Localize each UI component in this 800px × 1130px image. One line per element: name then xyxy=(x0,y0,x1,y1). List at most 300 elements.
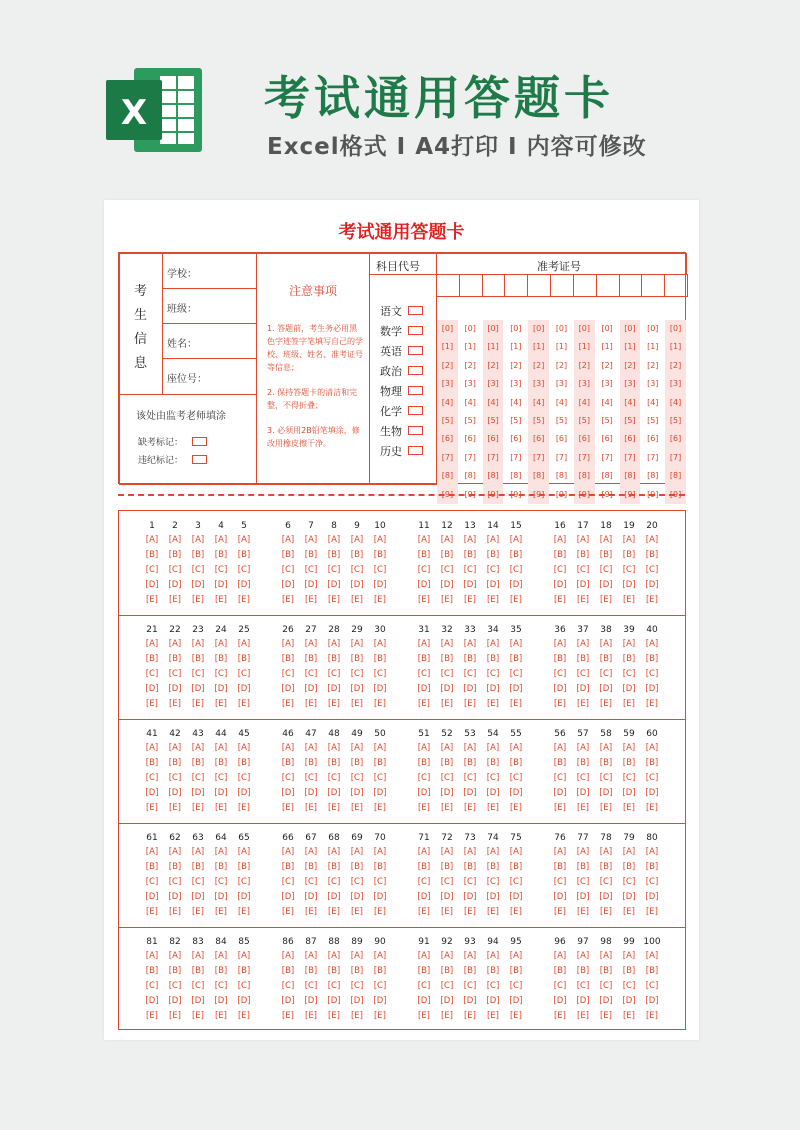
exam-id-digit-bubble[interactable]: [8] xyxy=(647,471,659,481)
option-bubble[interactable]: [C] xyxy=(191,669,205,679)
option-bubble[interactable]: [C] xyxy=(440,669,454,679)
option-bubble[interactable]: [C] xyxy=(304,981,318,991)
exam-id-digit-bubble[interactable]: [2] xyxy=(601,360,613,370)
option-bubble[interactable]: [D] xyxy=(327,684,341,694)
option-bubble[interactable]: [D] xyxy=(417,892,431,902)
exam-id-digit-bubble[interactable]: [5] xyxy=(487,415,499,425)
exam-id-digit-bubble[interactable]: [5] xyxy=(647,415,659,425)
option-bubble[interactable]: [A] xyxy=(486,743,500,753)
option-bubble[interactable]: [D] xyxy=(327,996,341,1006)
option-bubble[interactable]: [C] xyxy=(214,981,228,991)
option-bubble[interactable]: [A] xyxy=(509,847,523,857)
option-bubble[interactable]: [B] xyxy=(350,966,364,976)
option-bubble[interactable]: [A] xyxy=(327,535,341,545)
option-bubble[interactable]: [E] xyxy=(304,699,317,709)
option-bubble[interactable]: [B] xyxy=(373,550,387,560)
option-bubble[interactable]: [E] xyxy=(304,595,317,605)
exam-id-digit-bubble[interactable]: [0] xyxy=(647,324,659,333)
option-bubble[interactable]: [A] xyxy=(168,639,182,649)
option-bubble[interactable]: [D] xyxy=(645,892,659,902)
option-bubble[interactable]: [B] xyxy=(486,654,500,664)
option-bubble[interactable]: [C] xyxy=(463,877,477,887)
option-bubble[interactable]: [E] xyxy=(553,907,566,917)
option-bubble[interactable]: [C] xyxy=(304,669,318,679)
option-bubble[interactable]: [E] xyxy=(304,1011,317,1021)
option-bubble[interactable]: [C] xyxy=(168,565,182,575)
option-bubble[interactable]: [A] xyxy=(373,951,387,961)
option-bubble[interactable]: [E] xyxy=(373,699,386,709)
option-bubble[interactable]: [A] xyxy=(622,743,636,753)
option-bubble[interactable]: [E] xyxy=(576,803,589,813)
option-bubble[interactable]: [A] xyxy=(509,535,523,545)
option-bubble[interactable]: [D] xyxy=(440,684,454,694)
option-bubble[interactable]: [D] xyxy=(509,788,523,798)
option-bubble[interactable]: [E] xyxy=(553,1011,566,1021)
option-bubble[interactable]: [A] xyxy=(350,535,364,545)
exam-id-digit-bubble[interactable]: [6] xyxy=(624,434,636,444)
option-bubble[interactable]: [C] xyxy=(486,565,500,575)
option-bubble[interactable]: [D] xyxy=(440,788,454,798)
option-bubble[interactable]: [D] xyxy=(553,788,567,798)
option-bubble[interactable]: [E] xyxy=(145,1011,158,1021)
exam-id-digit-bubble[interactable]: [9] xyxy=(510,489,522,499)
option-bubble[interactable]: [D] xyxy=(281,996,295,1006)
exam-id-digit-bubble[interactable]: [1] xyxy=(555,342,568,352)
exam-id-digit-bubble[interactable]: [6] xyxy=(464,434,476,444)
option-bubble[interactable]: [C] xyxy=(350,981,364,991)
option-bubble[interactable]: [C] xyxy=(237,981,251,991)
exam-id-digit-bubble[interactable]: [4] xyxy=(487,397,499,407)
option-bubble[interactable]: [A] xyxy=(191,743,205,753)
option-bubble[interactable]: [E] xyxy=(599,803,612,813)
option-bubble[interactable]: [D] xyxy=(373,996,387,1006)
option-bubble[interactable]: [C] xyxy=(237,773,251,783)
option-bubble[interactable]: [C] xyxy=(509,669,523,679)
exam-id-digit-bubble[interactable]: [3] xyxy=(487,379,499,389)
exam-id-digit-bubble[interactable]: [2] xyxy=(624,360,636,370)
option-bubble[interactable]: [B] xyxy=(145,758,159,768)
option-bubble[interactable]: [A] xyxy=(553,535,567,545)
option-bubble[interactable]: [D] xyxy=(486,684,500,694)
option-bubble[interactable]: [A] xyxy=(350,639,364,649)
option-bubble[interactable]: [E] xyxy=(576,595,589,605)
exam-id-digit-bubble[interactable]: [5] xyxy=(555,415,568,425)
option-bubble[interactable]: [B] xyxy=(237,758,251,768)
option-bubble[interactable]: [B] xyxy=(599,862,613,872)
option-bubble[interactable]: [D] xyxy=(645,788,659,798)
option-bubble[interactable]: [C] xyxy=(622,669,636,679)
option-bubble[interactable]: [A] xyxy=(168,743,182,753)
option-bubble[interactable]: [B] xyxy=(168,862,182,872)
option-bubble[interactable]: [A] xyxy=(237,847,251,857)
option-bubble[interactable]: [E] xyxy=(237,595,250,605)
option-bubble[interactable]: [E] xyxy=(373,907,386,917)
option-bubble[interactable]: [D] xyxy=(599,892,613,902)
option-bubble[interactable]: [D] xyxy=(214,892,228,902)
option-bubble[interactable]: [C] xyxy=(486,877,500,887)
exam-id-digit-bubble[interactable]: [4] xyxy=(647,397,659,407)
option-bubble[interactable]: [A] xyxy=(214,847,228,857)
option-bubble[interactable]: [D] xyxy=(373,684,387,694)
option-bubble[interactable]: [B] xyxy=(417,654,431,664)
option-bubble[interactable]: [C] xyxy=(440,877,454,887)
option-bubble[interactable]: [C] xyxy=(304,877,318,887)
option-bubble[interactable]: [B] xyxy=(373,966,387,976)
option-bubble[interactable]: [C] xyxy=(645,981,659,991)
option-bubble[interactable]: [C] xyxy=(509,981,523,991)
option-bubble[interactable]: [D] xyxy=(350,996,364,1006)
exam-id-digit-bubble[interactable]: [9] xyxy=(441,489,454,499)
option-bubble[interactable]: [A] xyxy=(214,743,228,753)
exam-id-digit-bubble[interactable]: [3] xyxy=(578,379,590,389)
option-bubble[interactable]: [C] xyxy=(486,981,500,991)
option-bubble[interactable]: [B] xyxy=(509,550,523,560)
option-bubble[interactable]: [D] xyxy=(191,684,205,694)
school-field[interactable] xyxy=(162,253,257,289)
option-bubble[interactable]: [C] xyxy=(237,877,251,887)
option-bubble[interactable]: [C] xyxy=(599,877,613,887)
option-bubble[interactable]: [A] xyxy=(553,847,567,857)
option-bubble[interactable]: [B] xyxy=(214,654,228,664)
option-bubble[interactable]: [D] xyxy=(237,580,251,590)
option-bubble[interactable]: [E] xyxy=(599,595,612,605)
option-bubble[interactable]: [C] xyxy=(168,981,182,991)
exam-id-digit-bubble[interactable]: [9] xyxy=(578,489,590,499)
exam-id-digit-bubble[interactable]: [8] xyxy=(555,471,568,481)
exam-id-digit-bubble[interactable]: [8] xyxy=(578,471,590,481)
option-bubble[interactable]: [A] xyxy=(327,951,341,961)
option-bubble[interactable]: [B] xyxy=(327,550,341,560)
option-bubble[interactable]: [B] xyxy=(191,758,205,768)
option-bubble[interactable]: [C] xyxy=(553,773,567,783)
option-bubble[interactable]: [A] xyxy=(281,847,295,857)
option-bubble[interactable]: [E] xyxy=(237,803,250,813)
option-bubble[interactable]: [E] xyxy=(350,595,363,605)
option-bubble[interactable]: [B] xyxy=(509,966,523,976)
option-bubble[interactable]: [D] xyxy=(214,788,228,798)
option-bubble[interactable]: [A] xyxy=(373,535,387,545)
option-bubble[interactable]: [D] xyxy=(553,892,567,902)
option-bubble[interactable]: [E] xyxy=(281,803,294,813)
option-bubble[interactable]: [C] xyxy=(645,565,659,575)
option-bubble[interactable]: [B] xyxy=(168,758,182,768)
name-field[interactable] xyxy=(162,323,257,359)
option-bubble[interactable]: [D] xyxy=(622,788,636,798)
option-bubble[interactable]: [E] xyxy=(553,699,566,709)
option-bubble[interactable]: [B] xyxy=(304,654,318,664)
option-bubble[interactable]: [C] xyxy=(373,773,387,783)
exam-id-digit-bubble[interactable]: [1] xyxy=(510,342,522,352)
option-bubble[interactable]: [B] xyxy=(327,966,341,976)
option-bubble[interactable]: [D] xyxy=(599,788,613,798)
option-bubble[interactable]: [E] xyxy=(622,595,635,605)
option-bubble[interactable]: [C] xyxy=(327,773,341,783)
option-bubble[interactable]: [C] xyxy=(304,565,318,575)
option-bubble[interactable]: [C] xyxy=(622,773,636,783)
option-bubble[interactable]: [E] xyxy=(145,907,158,917)
option-bubble[interactable]: [A] xyxy=(599,639,613,649)
exam-id-digit-bubble[interactable]: [6] xyxy=(487,434,499,444)
option-bubble[interactable]: [B] xyxy=(191,862,205,872)
option-bubble[interactable]: [E] xyxy=(463,803,476,813)
option-bubble[interactable]: [D] xyxy=(350,892,364,902)
option-bubble[interactable]: [C] xyxy=(553,565,567,575)
option-bubble[interactable]: [B] xyxy=(509,862,523,872)
option-bubble[interactable]: [C] xyxy=(304,773,318,783)
option-bubble[interactable]: [A] xyxy=(281,743,295,753)
exam-id-digit-bubble[interactable]: [7] xyxy=(487,452,499,462)
option-bubble[interactable]: [C] xyxy=(553,981,567,991)
option-bubble[interactable]: [A] xyxy=(304,535,318,545)
option-bubble[interactable]: [E] xyxy=(191,699,204,709)
option-bubble[interactable]: [A] xyxy=(373,847,387,857)
option-bubble[interactable]: [C] xyxy=(553,877,567,887)
subject-history[interactable]: 历史 xyxy=(380,443,402,459)
option-bubble[interactable]: [A] xyxy=(214,639,228,649)
exam-id-digit-bubble[interactable]: [6] xyxy=(578,434,590,444)
option-bubble[interactable]: [A] xyxy=(599,847,613,857)
option-bubble[interactable]: [E] xyxy=(281,907,294,917)
option-bubble[interactable]: [A] xyxy=(645,535,659,545)
option-bubble[interactable]: [B] xyxy=(304,862,318,872)
option-bubble[interactable]: [B] xyxy=(214,758,228,768)
option-bubble[interactable]: [B] xyxy=(350,550,364,560)
option-bubble[interactable]: [B] xyxy=(509,654,523,664)
option-bubble[interactable]: [D] xyxy=(599,684,613,694)
option-bubble[interactable]: [E] xyxy=(237,1011,250,1021)
option-bubble[interactable]: [A] xyxy=(486,639,500,649)
exam-id-digit-bubble[interactable]: [6] xyxy=(669,434,682,444)
option-bubble[interactable]: [E] xyxy=(168,907,181,917)
option-bubble[interactable]: [E] xyxy=(553,595,566,605)
option-bubble[interactable]: [C] xyxy=(486,669,500,679)
option-bubble[interactable]: [B] xyxy=(214,550,228,560)
option-bubble[interactable]: [E] xyxy=(350,1011,363,1021)
exam-id-digit-bubble[interactable]: [9] xyxy=(601,489,613,499)
option-bubble[interactable]: [E] xyxy=(553,803,566,813)
exam-id-write-cell[interactable] xyxy=(459,274,483,297)
exam-id-digit-bubble[interactable]: [8] xyxy=(669,471,682,481)
option-bubble[interactable]: [E] xyxy=(645,699,658,709)
option-bubble[interactable]: [C] xyxy=(576,981,590,991)
option-bubble[interactable]: [B] xyxy=(576,654,590,664)
option-bubble[interactable]: [D] xyxy=(145,580,159,590)
option-bubble[interactable]: [A] xyxy=(417,847,431,857)
exam-id-write-cell[interactable] xyxy=(436,274,460,297)
option-bubble[interactable]: [E] xyxy=(327,803,340,813)
option-bubble[interactable]: [C] xyxy=(417,565,431,575)
option-bubble[interactable]: [A] xyxy=(599,951,613,961)
option-bubble[interactable]: [C] xyxy=(145,877,159,887)
option-bubble[interactable]: [A] xyxy=(463,847,477,857)
exam-id-digit-bubble[interactable]: [3] xyxy=(624,379,636,389)
exam-id-digit-bubble[interactable]: [7] xyxy=(624,452,636,462)
option-bubble[interactable]: [B] xyxy=(440,758,454,768)
option-bubble[interactable]: [A] xyxy=(509,951,523,961)
subject-biology[interactable]: 生物 xyxy=(380,423,402,439)
exam-id-digit-bubble[interactable]: [7] xyxy=(555,452,568,462)
option-bubble[interactable]: [A] xyxy=(622,951,636,961)
option-bubble[interactable]: [D] xyxy=(145,892,159,902)
option-bubble[interactable]: [E] xyxy=(214,907,227,917)
option-bubble[interactable]: [A] xyxy=(281,639,295,649)
exam-id-digit-bubble[interactable]: [3] xyxy=(647,379,659,389)
option-bubble[interactable]: [D] xyxy=(645,580,659,590)
option-bubble[interactable]: [E] xyxy=(191,803,204,813)
option-bubble[interactable]: [C] xyxy=(327,981,341,991)
exam-id-digit-bubble[interactable]: [7] xyxy=(669,452,682,462)
option-bubble[interactable]: [D] xyxy=(304,996,318,1006)
exam-id-digit-bubble[interactable]: [1] xyxy=(647,342,659,352)
option-bubble[interactable]: [E] xyxy=(417,1011,430,1021)
violation-box[interactable] xyxy=(192,455,207,464)
option-bubble[interactable]: [A] xyxy=(304,847,318,857)
option-bubble[interactable]: [D] xyxy=(327,788,341,798)
exam-id-digit-bubble[interactable]: [1] xyxy=(624,342,636,352)
exam-id-digit-bubble[interactable]: [5] xyxy=(441,415,454,425)
option-bubble[interactable]: [B] xyxy=(304,966,318,976)
option-bubble[interactable]: [B] xyxy=(553,654,567,664)
option-bubble[interactable]: [A] xyxy=(304,743,318,753)
option-bubble[interactable]: [A] xyxy=(486,847,500,857)
exam-id-write-cell[interactable] xyxy=(619,274,643,297)
exam-id-digit-bubble[interactable]: [2] xyxy=(669,360,682,370)
option-bubble[interactable]: [D] xyxy=(350,788,364,798)
option-bubble[interactable]: [D] xyxy=(486,892,500,902)
option-bubble[interactable]: [B] xyxy=(622,862,636,872)
option-bubble[interactable]: [E] xyxy=(486,907,499,917)
option-bubble[interactable]: [D] xyxy=(553,996,567,1006)
option-bubble[interactable]: [A] xyxy=(281,951,295,961)
option-bubble[interactable]: [A] xyxy=(440,639,454,649)
option-bubble[interactable]: [E] xyxy=(622,699,635,709)
option-bubble[interactable]: [A] xyxy=(168,847,182,857)
option-bubble[interactable]: [C] xyxy=(576,565,590,575)
option-bubble[interactable]: [C] xyxy=(509,773,523,783)
exam-id-digit-bubble[interactable]: [1] xyxy=(464,342,476,352)
exam-id-digit-bubble[interactable]: [2] xyxy=(510,360,522,370)
option-bubble[interactable]: [C] xyxy=(599,565,613,575)
exam-id-digit-bubble[interactable]: [9] xyxy=(669,489,682,499)
option-bubble[interactable]: [C] xyxy=(145,773,159,783)
option-bubble[interactable]: [C] xyxy=(463,669,477,679)
option-bubble[interactable]: [A] xyxy=(191,951,205,961)
option-bubble[interactable]: [D] xyxy=(145,684,159,694)
option-bubble[interactable]: [C] xyxy=(599,669,613,679)
option-bubble[interactable]: [B] xyxy=(622,758,636,768)
option-bubble[interactable]: [A] xyxy=(304,951,318,961)
option-bubble[interactable]: [B] xyxy=(327,862,341,872)
option-bubble[interactable]: [C] xyxy=(214,773,228,783)
option-bubble[interactable]: [C] xyxy=(622,877,636,887)
option-bubble[interactable]: [B] xyxy=(553,966,567,976)
option-bubble[interactable]: [D] xyxy=(168,892,182,902)
option-bubble[interactable]: [D] xyxy=(191,580,205,590)
option-bubble[interactable]: [D] xyxy=(622,892,636,902)
exam-id-write-cell[interactable] xyxy=(573,274,597,297)
exam-id-digit-bubble[interactable]: [4] xyxy=(441,397,454,407)
exam-id-digit-bubble[interactable]: [3] xyxy=(601,379,613,389)
exam-id-digit-bubble[interactable]: [2] xyxy=(464,360,476,370)
option-bubble[interactable]: [A] xyxy=(237,639,251,649)
option-bubble[interactable]: [B] xyxy=(145,862,159,872)
exam-id-digit-bubble[interactable]: [7] xyxy=(464,452,476,462)
option-bubble[interactable]: [B] xyxy=(191,550,205,560)
option-bubble[interactable]: [C] xyxy=(645,773,659,783)
option-bubble[interactable]: [B] xyxy=(622,550,636,560)
exam-id-digit-bubble[interactable]: [7] xyxy=(533,452,545,462)
option-bubble[interactable]: [C] xyxy=(576,877,590,887)
option-bubble[interactable]: [E] xyxy=(463,1011,476,1021)
option-bubble[interactable]: [E] xyxy=(599,699,612,709)
option-bubble[interactable]: [E] xyxy=(168,595,181,605)
option-bubble[interactable]: [D] xyxy=(327,892,341,902)
exam-id-digit-bubble[interactable]: [1] xyxy=(533,342,545,352)
option-bubble[interactable]: [A] xyxy=(168,951,182,961)
option-bubble[interactable]: [E] xyxy=(576,699,589,709)
exam-id-digit-bubble[interactable]: [6] xyxy=(647,434,659,444)
exam-id-digit-bubble[interactable]: [7] xyxy=(647,452,659,462)
option-bubble[interactable]: [D] xyxy=(327,580,341,590)
option-bubble[interactable]: [A] xyxy=(509,639,523,649)
option-bubble[interactable]: [B] xyxy=(553,550,567,560)
exam-id-digit-bubble[interactable]: [0] xyxy=(555,324,568,333)
option-bubble[interactable]: [E] xyxy=(417,595,430,605)
option-bubble[interactable]: [E] xyxy=(214,699,227,709)
option-bubble[interactable]: [D] xyxy=(486,788,500,798)
option-bubble[interactable]: [A] xyxy=(145,951,159,961)
exam-id-digit-bubble[interactable]: [0] xyxy=(578,324,590,333)
option-bubble[interactable]: [B] xyxy=(486,966,500,976)
option-bubble[interactable]: [D] xyxy=(281,788,295,798)
exam-id-digit-bubble[interactable]: [8] xyxy=(487,471,499,481)
option-bubble[interactable]: [C] xyxy=(373,981,387,991)
option-bubble[interactable]: [A] xyxy=(145,639,159,649)
option-bubble[interactable]: [A] xyxy=(168,535,182,545)
exam-id-digit-bubble[interactable]: [4] xyxy=(578,397,590,407)
option-bubble[interactable]: [C] xyxy=(281,669,295,679)
option-bubble[interactable]: [A] xyxy=(645,743,659,753)
option-bubble[interactable]: [D] xyxy=(645,996,659,1006)
option-bubble[interactable]: [D] xyxy=(463,684,477,694)
option-bubble[interactable]: [B] xyxy=(509,758,523,768)
option-bubble[interactable]: [D] xyxy=(645,684,659,694)
option-bubble[interactable]: [C] xyxy=(645,877,659,887)
option-bubble[interactable]: [E] xyxy=(622,803,635,813)
exam-id-digit-bubble[interactable]: [2] xyxy=(647,360,659,370)
exam-id-digit-bubble[interactable]: [6] xyxy=(510,434,522,444)
option-bubble[interactable]: [E] xyxy=(214,595,227,605)
option-bubble[interactable]: [B] xyxy=(645,654,659,664)
option-bubble[interactable]: [D] xyxy=(214,580,228,590)
option-bubble[interactable]: [C] xyxy=(599,981,613,991)
exam-id-digit-bubble[interactable]: [3] xyxy=(464,379,476,389)
option-bubble[interactable]: [D] xyxy=(576,788,590,798)
option-bubble[interactable]: [E] xyxy=(373,1011,386,1021)
option-bubble[interactable]: [A] xyxy=(576,743,590,753)
option-bubble[interactable]: [A] xyxy=(440,847,454,857)
option-bubble[interactable]: [B] xyxy=(237,654,251,664)
exam-id-digit-bubble[interactable]: [8] xyxy=(441,471,454,481)
exam-id-digit-bubble[interactable]: [5] xyxy=(624,415,636,425)
option-bubble[interactable]: [E] xyxy=(304,803,317,813)
option-bubble[interactable]: [B] xyxy=(599,966,613,976)
option-bubble[interactable]: [E] xyxy=(304,907,317,917)
option-bubble[interactable]: [E] xyxy=(486,803,499,813)
option-bubble[interactable]: [C] xyxy=(440,565,454,575)
option-bubble[interactable]: [E] xyxy=(440,699,453,709)
option-bubble[interactable]: [E] xyxy=(168,803,181,813)
